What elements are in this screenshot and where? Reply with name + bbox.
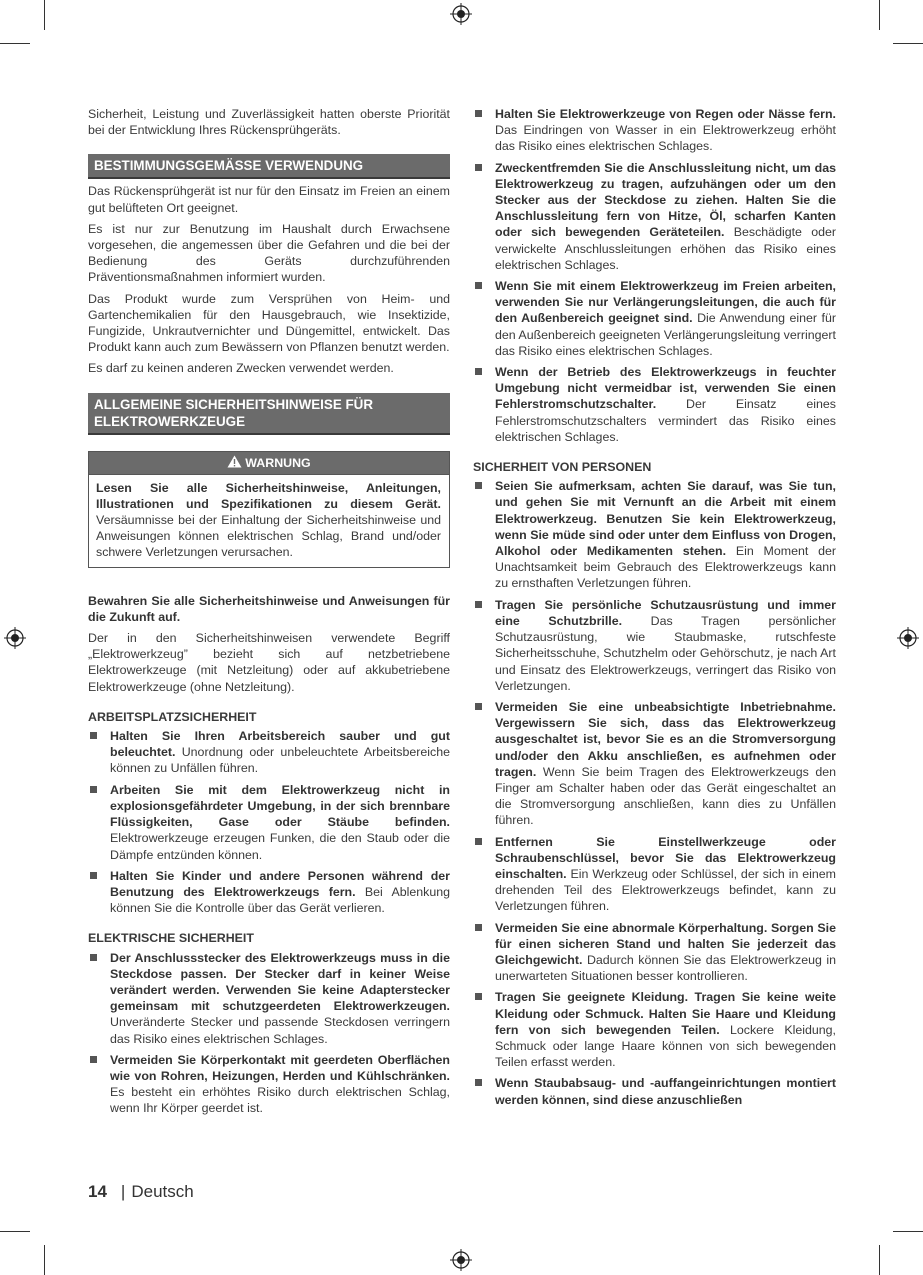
registration-mark-icon bbox=[450, 3, 472, 25]
item-text: Beschädigte oder verwickelte Anschlussleitungen erhöhen das Risiko eines elektrischen Schlages. bbox=[495, 225, 836, 272]
item-text: Elektrowerkzeuge erzeugen Funken, die den Staub oder die Dämpfe entzünden können. bbox=[110, 831, 450, 862]
bullet-square-icon bbox=[475, 282, 482, 289]
warning-text: Versäumnisse bei der Einhaltung der Sicherheitshinweise und Anweisungen können elektrischen Schlag, Brand und/oder schwere Verletzungen verursachen. bbox=[96, 513, 441, 560]
bullet-square-icon bbox=[475, 601, 482, 608]
warning-triangle-icon bbox=[227, 455, 242, 468]
term-paragraph: Der in den Sicherheitshinweisen verwendete Begriff „Elektrowerkzeug” bezieht sich auf netzbetriebene Elektrowerkzeuge (mit Netzleitung) oder auf akkubetriebene Elektrowerkzeuge (ohne Netzleitung). bbox=[88, 631, 450, 694]
bullet-square-icon bbox=[475, 164, 482, 171]
paragraph: Es ist nur zur Benutzung im Haushalt durch Erwachsene vorgesehen, die angemessen über die Gefahren und die bei der Bedienung des Geräts durchzuführenden Präventionsmaßnahmen informiert wurden. bbox=[88, 221, 450, 285]
intro-paragraph: Sicherheit, Leistung und Zuverlässigkeit hatten oberste Priorität bei der Entwicklung Ihres Rückensprühgeräts. bbox=[88, 107, 450, 138]
list-item bbox=[473, 364, 836, 445]
item-text: Die Anwendung einer für den Außenbereich geeigneten Verlängerungsleitung verringert das Risiko eines elektrischen Schlages. bbox=[495, 311, 837, 358]
bullet-square-icon bbox=[475, 110, 482, 117]
item-text: Wenn Sie beim Tragen des Elektrowerkzeugs den Finger am Schalter haben oder das Gerät eingeschaltet an die Stromversorgung anschließen, kann dies zu Unfällen führen. bbox=[495, 764, 836, 828]
list-item bbox=[473, 478, 836, 591]
crop-mark bbox=[879, 0, 880, 30]
list-item bbox=[473, 834, 836, 915]
list-item bbox=[473, 1075, 836, 1107]
section-header-intended-use: BESTIMMUNGSGEMÄSSE VERWENDUNG bbox=[88, 154, 450, 179]
bullet-square-icon bbox=[90, 872, 97, 879]
list-item bbox=[473, 278, 836, 359]
bullet-square-icon bbox=[90, 786, 97, 793]
bullet-square-icon bbox=[475, 993, 482, 1000]
left-column bbox=[88, 106, 450, 1122]
item-text: Das Eindringen von Wasser in ein Elektrowerkzeug erhöht das Risiko eines elektrischen Schlages. bbox=[495, 123, 836, 154]
list-item bbox=[88, 728, 450, 777]
section-header-general-safety: ALLGEMEINE SICHERHEITSHINWEISE FÜR ELEKTROWERKZEUGE bbox=[88, 393, 450, 435]
paragraph: Das Rückensprühgerät ist nur für den Einsatz im Freien an einem gut belüfteten Ort geeignet. bbox=[88, 184, 450, 215]
list-item bbox=[473, 597, 836, 694]
item-bold: Tragen Sie persönliche Schutzausrüstung und immer eine Schutzbrille. bbox=[495, 597, 836, 628]
item-bold: Halten Sie Ihren Arbeitsbereich sauber und gut beleuchtet. bbox=[110, 729, 450, 760]
electrical-safety-list-continued bbox=[473, 106, 836, 445]
paragraph: Es darf zu keinen anderen Zwecken verwendet werden. bbox=[88, 361, 394, 376]
subheading-workplace-safety: ARBEITSPLATZSICHERHEIT bbox=[88, 709, 257, 724]
crop-mark bbox=[893, 43, 923, 44]
right-column bbox=[473, 106, 836, 1113]
subheading-personal-safety: SICHERHEIT VON PERSONEN bbox=[473, 460, 652, 475]
bullet-square-icon bbox=[475, 1079, 482, 1086]
item-bold: Vermeiden Sie eine abnormale Körperhaltung. Sorgen Sie für einen sicheren Stand und halten Sie jederzeit das Gleichgewicht. bbox=[495, 920, 836, 967]
item-bold: Seien Sie aufmerksam, achten Sie darauf, was Sie tun, und gehen Sie mit Vernunft an die Arbeit mit einem Elektrowerkzeug. Benutzen Sie kein Elektrowerkzeug, wenn Sie müde sind oder unter dem Einfluss von Drogen, Alkohol oder Medikamenten stehen. bbox=[495, 479, 836, 559]
bullet-square-icon bbox=[475, 838, 482, 845]
item-bold: Vermeiden Sie Körperkontakt mit geerdeten Oberflächen wie von Rohren, Heizungen, Herden und Kühlschränken. bbox=[110, 1052, 450, 1083]
item-bold: Wenn Sie mit einem Elektrowerkzeug im Freien arbeiten, verwenden Sie nur Verlängerungsleitungen, die auch für den Außenbereich geeignet sind. bbox=[495, 279, 836, 326]
registration-mark-icon bbox=[4, 627, 26, 649]
item-text: Lockere Kleidung, Schmuck oder lange Haare können von sich bewegenden Teilen erfasst werden. bbox=[495, 1022, 836, 1070]
item-text: Es besteht ein erhöhtes Risiko durch elektrischen Schlag, wenn Ihr Körper geerdet ist. bbox=[110, 1085, 450, 1116]
item-text: Unveränderte Stecker und passende Steckdosen verringern das Risiko eines elektrischen Schlages. bbox=[110, 1015, 450, 1046]
warning-label: WARNUNG bbox=[245, 455, 311, 470]
item-bold: Tragen Sie geeignete Kleidung. Tragen Sie keine weite Kleidung oder Schmuck. Halten Sie Haare und Kleidung fern von sich bewegenden Teilen. bbox=[495, 990, 836, 1037]
warning-body bbox=[89, 475, 449, 567]
registration-mark-icon bbox=[450, 1249, 472, 1271]
item-text: Ein Werkzeug oder Schlüssel, der sich in einem drehenden Teil des Elektrowerkzeugs befindet, kann zu Verletzungen führen. bbox=[495, 866, 836, 914]
bullet-square-icon bbox=[475, 368, 482, 375]
workplace-safety-list bbox=[88, 728, 450, 916]
item-bold: Arbeiten Sie mit dem Elektrowerkzeug nicht in explosionsgefährdeter Umgebung, in der sich brennbare Flüssigkeiten, Gase oder Stäube befinden. bbox=[110, 782, 450, 830]
page-number: 14 bbox=[88, 1182, 107, 1201]
list-item bbox=[473, 920, 836, 985]
item-bold: Vermeiden Sie eine unbeabsichtigte Inbetriebnahme. Vergewissern Sie sich, dass das Elektrowerkzeug ausgeschaltet ist, bevor Sie es an die Stromversorgung und/oder den Akku anschließen, es aufnehmen oder tragen. bbox=[495, 699, 836, 779]
item-text: Dadurch können Sie das Elektrowerkzeug in unerwarteten Situationen besser kontrollieren. bbox=[495, 952, 836, 984]
crop-mark bbox=[0, 1231, 30, 1232]
keep-instructions bbox=[88, 593, 450, 625]
bullet-square-icon bbox=[90, 954, 97, 961]
crop-mark bbox=[44, 1245, 45, 1275]
list-item bbox=[88, 950, 450, 1047]
bullet-square-icon bbox=[475, 703, 482, 710]
bullet-square-icon bbox=[90, 732, 97, 739]
warning-box bbox=[88, 451, 450, 568]
page-footer bbox=[88, 1182, 194, 1202]
item-bold: Wenn der Betrieb des Elektrowerkzeugs in feuchter Umgebung nicht vermeidbar ist, verwenden Sie einen Fehlerstromschutzschalter. bbox=[495, 365, 836, 412]
footer-language: Deutsch bbox=[131, 1182, 194, 1201]
list-item bbox=[473, 989, 836, 1070]
bullet-square-icon bbox=[475, 482, 482, 489]
keep-instructions-bold: Bewahren Sie alle Sicherheitshinweise und Anweisungen für die Zukunft auf. bbox=[88, 593, 450, 624]
crop-mark bbox=[893, 1231, 923, 1232]
item-text: Ein Moment der Unachtsamkeit beim Gebrauch des Elektrowerkzeugs kann zu ernsthaften Verletzungen führen. bbox=[495, 544, 836, 591]
item-text: Das Tragen persönlicher Schutzausrüstung, wie Staubmaske, rutschfeste Sicherheitsschuhe, Schutzhelm oder Gehörschutz, je nach Art und Einsatz des Elektrowerkzeugs, verringert das Risiko von Verletzungen. bbox=[495, 613, 837, 693]
list-item bbox=[473, 106, 836, 155]
list-item bbox=[473, 160, 836, 273]
list-item bbox=[88, 782, 450, 863]
item-text: Der Einsatz eines Fehlerstromschutzschalters vermindert das Risiko eines elektrischen Schlages. bbox=[495, 397, 836, 444]
crop-mark bbox=[879, 1245, 880, 1275]
personal-safety-list bbox=[473, 478, 836, 1108]
item-bold: Zweckentfremden Sie die Anschlussleitung nicht, um das Elektrowerkzeug zu tragen, aufzuhängen oder um den Stecker aus der Steckdose zu ziehen. Halten Sie die Anschlussleitung fern von Hitze, Öl, scharfen Kanten oder sich bewegenden Geräteteilen. bbox=[495, 160, 836, 240]
item-bold: Halten Sie Kinder und andere Personen während der Benutzung des Elektrowerkzeugs fern. bbox=[110, 868, 450, 899]
bullet-square-icon bbox=[475, 924, 482, 931]
footer-separator: | bbox=[120, 1182, 126, 1201]
warning-bold-text: Lesen Sie alle Sicherheitshinweise, Anleitungen, Illustrationen und Spezifikationen zu diesem Gerät. bbox=[96, 480, 441, 511]
crop-mark bbox=[44, 0, 45, 30]
item-bold: Der Anschlussstecker des Elektrowerkzeugs muss in die Steckdose passen. Der Stecker darf in keiner Weise verändert werden. Verwenden Sie keine Adapterstecker gemeinsam mit schutzgeerdeten Elektrowerkzeugen. bbox=[110, 950, 450, 1014]
list-item bbox=[88, 1052, 450, 1117]
list-item bbox=[473, 699, 836, 829]
paragraph: Das Produkt wurde zum Versprühen von Heim- und Gartenchemikalien für den Hausgebrauch, wie Insektizide, Fungizide, Unkrautvernichter und Düngemittel, entwickelt. Das Produkt kann auch zum Bewässern von Pflanzen benutzt werden. bbox=[88, 291, 450, 355]
list-item bbox=[88, 868, 450, 917]
item-text: Bei Ablenkung können Sie die Kontrolle über das Gerät verlieren. bbox=[110, 884, 450, 916]
item-bold: Entfernen Sie Einstellwerkzeuge oder Schraubenschlüssel, bevor Sie das Elektrowerkzeug einschalten. bbox=[495, 834, 836, 881]
item-bold: Halten Sie Elektrowerkzeuge von Regen oder Nässe fern. bbox=[495, 107, 836, 121]
subheading-electrical-safety: ELEKTRISCHE SICHERHEIT bbox=[88, 931, 254, 946]
registration-mark-icon bbox=[897, 627, 919, 649]
item-bold: Wenn Staubabsaug- und -auffangeinrichtungen montiert werden können, sind diese anzuschließen bbox=[495, 1076, 836, 1107]
electrical-safety-list bbox=[88, 950, 450, 1117]
item-text: Unordnung oder unbeleuchtete Arbeitsbereiche können zu Unfällen führen. bbox=[110, 745, 450, 776]
bullet-square-icon bbox=[90, 1056, 97, 1063]
warning-header bbox=[89, 452, 449, 475]
crop-mark bbox=[0, 43, 30, 44]
